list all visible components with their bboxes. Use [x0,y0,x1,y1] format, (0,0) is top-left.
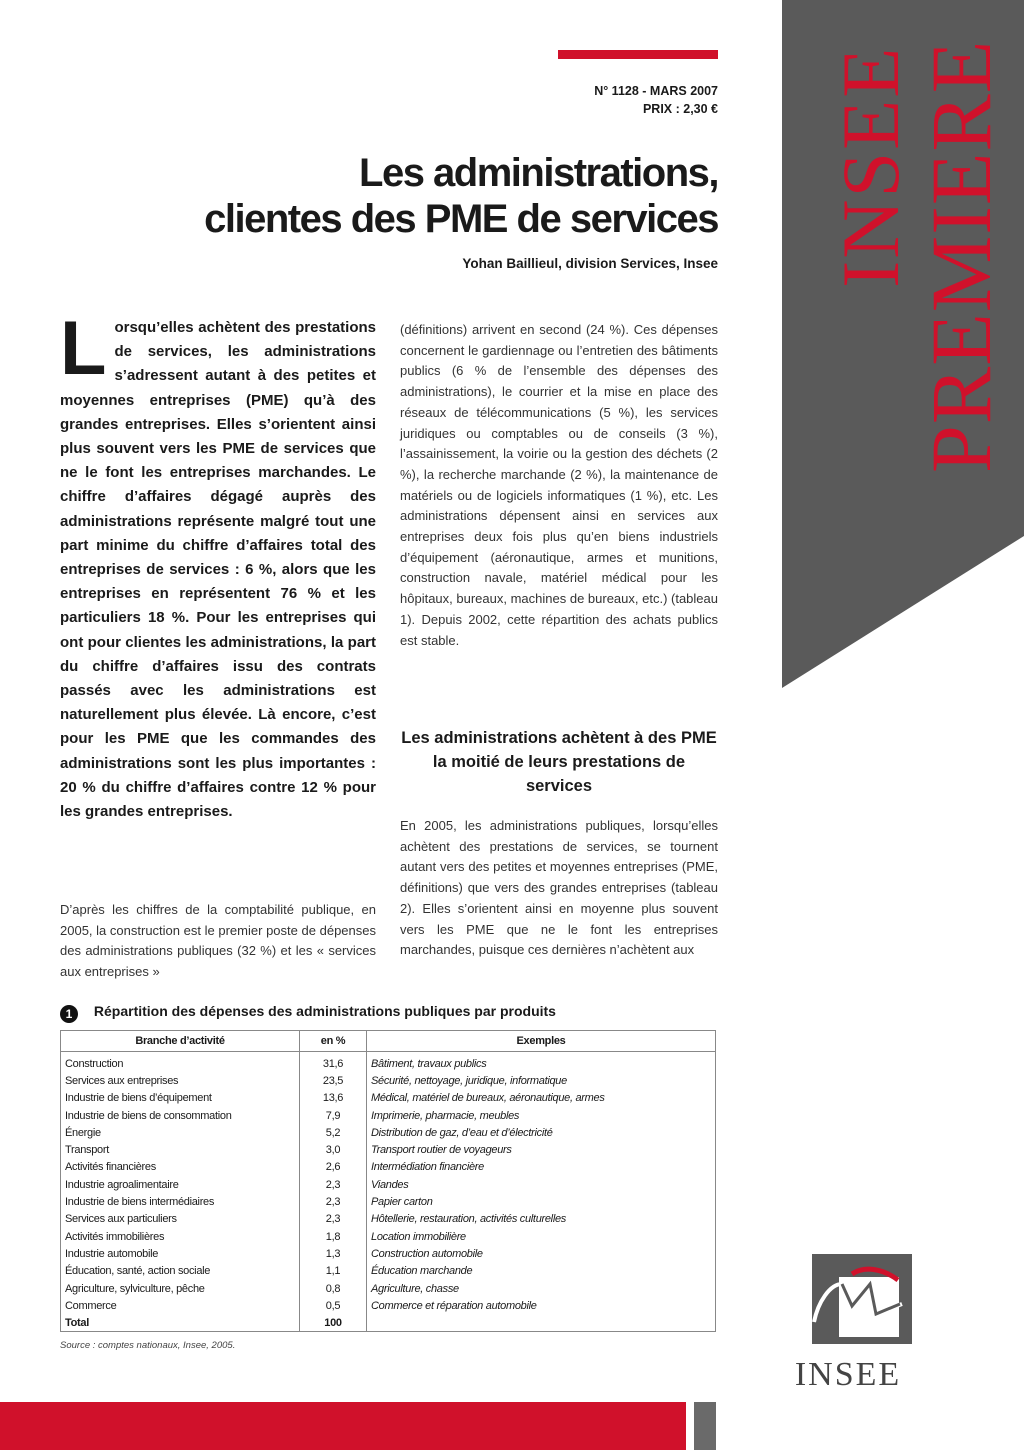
row-pct: 0,8 [300,1280,367,1297]
row-branche: Industrie de biens d’équipement [61,1090,300,1107]
row-exemple: Médical, matériel de bureaux, aéronautique, armes [371,1092,605,1105]
row-branche: Industrie agroalimentaire [61,1176,300,1193]
row-branche: Construction [61,1052,300,1073]
table-title-text: Répartition des dépenses des administrations publiques par produits [93,1003,556,1019]
table-row [61,1193,715,1210]
data-table [60,1030,716,1332]
table-total-row [61,1314,715,1331]
row-branche: Industrie automobile [61,1245,300,1262]
row-branche: Énergie [61,1124,300,1141]
total-label: Total [61,1314,300,1331]
row-branche: Activités immobilières [61,1228,300,1245]
row-exemple: Intermédiation financière [371,1161,484,1174]
row-pct: 13,6 [300,1090,367,1107]
row-branche: Industrie de biens intermédiaires [61,1193,300,1210]
row-branche: Agriculture, sylviculture, pêche [61,1280,300,1297]
row-branche: Éducation, santé, action sociale [61,1263,300,1280]
row-pct: 5,2 [300,1124,367,1141]
issue-info [594,82,718,118]
author: Yohan Baillieul, division Services, Insee [462,256,718,271]
row-branche: Industrie de biens de consommation [61,1107,300,1124]
table-row [61,1052,715,1073]
table-source: Source : comptes nationaux, Insee, 2005. [60,1340,236,1351]
section-heading: Les administrations achètent à des PME la moitié de leurs prestations de services [401,729,717,795]
table-row [61,1245,715,1262]
table-number-badge: 1 [60,1005,78,1023]
total-value: 100 [300,1314,367,1331]
table-row [61,1228,715,1245]
footer-red-bar [0,1402,686,1450]
insee-logo-text: INSEE [794,1356,902,1393]
row-pct: 2,3 [300,1193,367,1210]
row-pct: 2,3 [300,1211,367,1228]
intro-paragraph [60,306,376,824]
body-right-paragraph-2: En 2005, les administrations publiques, lorsqu’elles achètent des prestations de services, se tournent autant vers des petites et moyennes entreprises (PME, définitions) que vers des grandes entreprises (tableau 2). Elles s’orientent ainsi en moyenne plus souvent vers les PME que ne le font les entreprises marchandes, puisque ces dernières n’achètent aux [400,818,718,958]
brand-insee: INSEE [825,46,916,289]
drop-cap: L [60,306,107,391]
header-branche: Branche d’activité [61,1031,300,1052]
table-row [61,1176,715,1193]
table-row [61,1280,715,1297]
table-row [61,1211,715,1228]
row-pct: 31,6 [300,1052,367,1073]
row-exemple: Location immobilière [371,1230,466,1243]
row-branche: Services aux entreprises [61,1072,300,1089]
row-pct: 23,5 [300,1072,367,1089]
header-exemples: Exemples [367,1031,716,1052]
header-accent-bar [558,50,718,59]
row-branche: Services aux particuliers [61,1211,300,1228]
table-title [60,1003,720,1023]
row-exemple: Bâtiment, travaux publics [371,1057,487,1070]
footer-grey-bar [694,1402,716,1450]
row-exemple: Transport routier de voyageurs [371,1144,512,1157]
row-pct: 2,6 [300,1159,367,1176]
row-exemple: Construction automobile [371,1247,483,1260]
row-exemple: Hôtellerie, restauration, activités culturelles [371,1213,566,1226]
row-pct: 3,0 [300,1141,367,1158]
table-row [61,1263,715,1280]
header-pct: en % [300,1031,367,1052]
row-exemple: Papier carton [371,1196,433,1209]
table-row [61,1107,715,1124]
table-row [61,1090,715,1107]
row-branche: Activités financières [61,1159,300,1176]
row-pct: 1,1 [300,1263,367,1280]
table-row [61,1297,715,1314]
table-row [61,1159,715,1176]
page-title [204,150,718,242]
row-exemple: Commerce et réparation automobile [371,1299,537,1312]
row-exemple: Imprimerie, pharmacie, meubles [371,1109,520,1122]
table-row [61,1124,715,1141]
row-pct: 1,3 [300,1245,367,1262]
table-row [61,1072,715,1089]
row-pct: 2,3 [300,1176,367,1193]
title-line-1: Les administrations, [359,151,718,195]
table-row [61,1141,715,1158]
row-pct: 7,9 [300,1107,367,1124]
row-exemple: Agriculture, chasse [371,1282,459,1295]
issue-price: PRIX : 2,30 € [642,102,718,116]
table-header-row [61,1031,715,1052]
body-right-paragraph-1: (définitions) arrivent en second (24 %). Ces dépenses concernent le gardiennage ou l’entretien des bâtiments publics (6 % de l’ensemble des dépenses des administrations), le courrier et la mise en place des réseaux de télécommunications (5 %), les services juridiques ou comptables ou de conseils (3 %), l’assainissement, la voirie ou la gestion des déchets (2 %), la recherche marchande (2 %), la maintenance de matériels ou de logiciels informatiques (1 %), etc. Les administrations dépensent ainsi en services aux entreprises deux fois plus qu’en biens industriels d’équipement (aéronautique, armes et munitions, construction navale, matériel médical pour les hôpitaux, bureaux, machines de bureaux, etc.) (tableau 1). Depuis 2002, cette répartition des achats publics est stable. [400,322,718,648]
brand-premiere: PREMIERE [913,40,1009,474]
row-exemple: Distribution de gaz, d’eau et d’électricité [371,1126,553,1139]
title-line-2: clientes des PME de services [204,197,718,241]
insee-logo-icon [812,1254,912,1344]
row-branche: Commerce [61,1297,300,1314]
intro-text: orsqu’elles achètent des prestations de services, les administrations s’adressent autant à des petites et moyennes entreprises (PME) qu’à des grandes entreprises. Elles s’orientent ainsi plus souvent vers les PME de services que ne le font les entreprises marchandes. Le chiffre d’affaires dégagé auprès des administrations représente malgré tout une part minime du chiffre d’affaires total des entreprises de services : 6 %, alors que les entreprises en représentent 76 % et les particuliers 18 %. Pour les entreprises qui ont pour clientes les administrations, la part du chiffre d’affaires issu des contrats passés avec les administrations est naturellement plus élevée. Là encore, c’est pour les PME que les commandes des administrations sont les plus importantes : 20 % du chiffre d’affaires contre 12 % pour les grandes entreprises. [60,319,376,821]
row-pct: 1,8 [300,1228,367,1245]
row-exemple: Éducation marchande [371,1265,473,1278]
row-exemple: Sécurité, nettoyage, juridique, informatique [371,1074,567,1087]
row-exemple: Viandes [371,1178,409,1191]
total-empty [367,1314,716,1331]
issue-number-date: N° 1128 - MARS 2007 [594,84,718,98]
row-pct: 0,5 [300,1297,367,1314]
table-body [61,1052,715,1332]
body-left-paragraph: D’après les chiffres de la comptabilité publique, en 2005, la construction est le premier poste de dépenses des administrations publiques (32 %) et les « services aux entreprises » [60,902,376,979]
row-branche: Transport [61,1141,300,1158]
